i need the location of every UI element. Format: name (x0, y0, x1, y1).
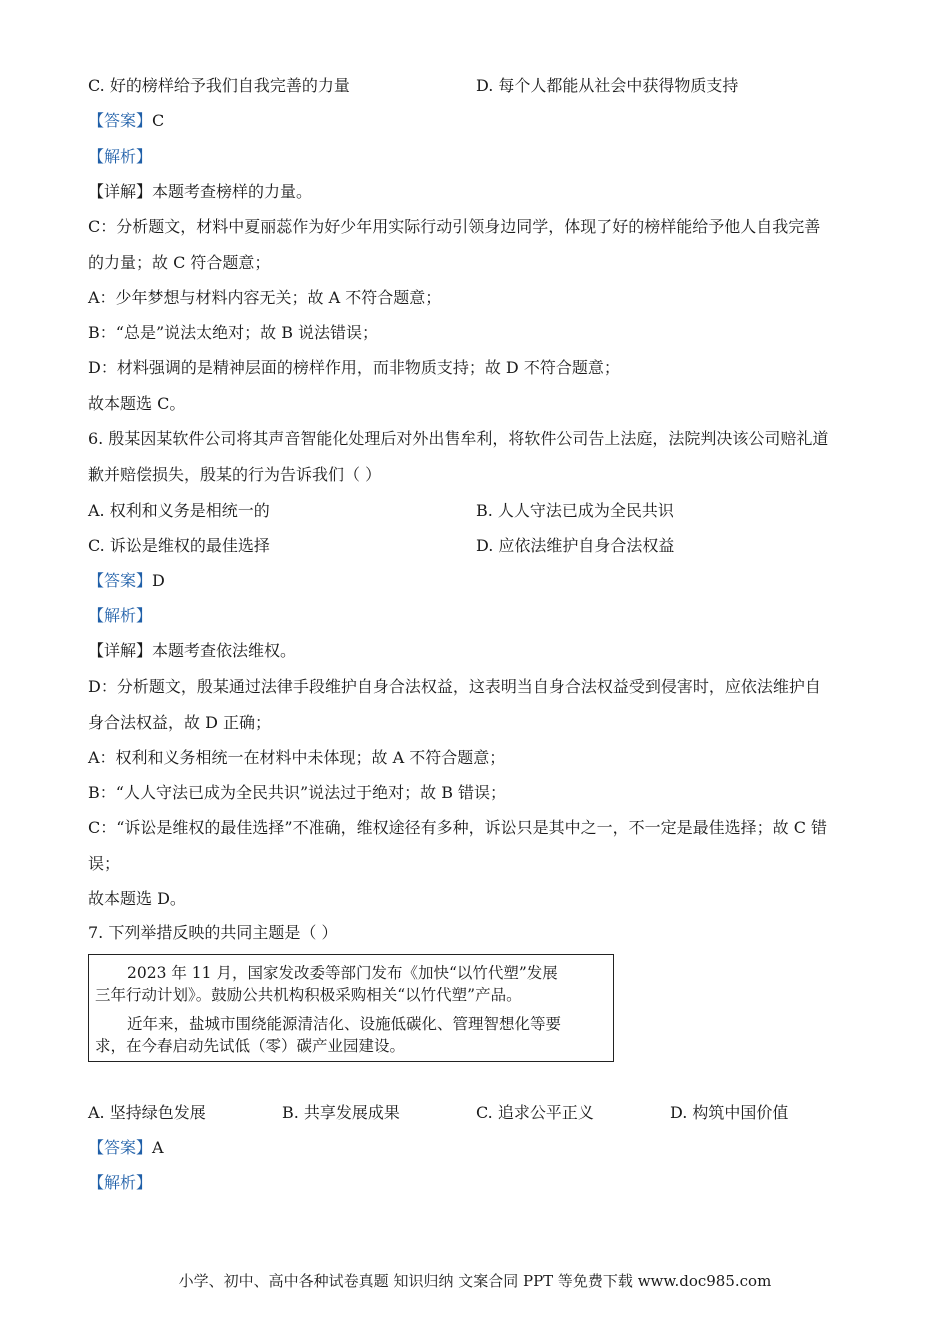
q6-option-c: C. 诉讼是维权的最佳选择 (88, 536, 270, 555)
q7-material-p2-line1: 近年来，盐城市围绕能源清洁化、设施低碳化、管理智想化等要 (127, 1015, 562, 1033)
q5-answer (88, 111, 164, 131)
q7-stem: 7. 下列举措反映的共同主题是（ ） (88, 923, 338, 942)
q5-explanation-d: D：材料强调的是精神层面的榜样作用，而非物质支持；故 D 不符合题意； (88, 358, 620, 377)
q7-option-b: B. 共享发展成果 (282, 1103, 400, 1122)
q7-option-a: A. 坚持绿色发展 (88, 1103, 206, 1122)
q6-explanation-d-2: 身合法权益，故 D 正确； (88, 713, 272, 732)
q6-option-a: A. 权利和义务是相统一的 (88, 501, 270, 520)
q7-material-box (88, 954, 614, 1062)
q7-material-p1-line1: 2023 年 11 月，国家发改委等部门发布《加快“以竹代塑”发展 (127, 964, 558, 982)
q6-explanation-a: A：权利和义务相统一在材料中未体现；故 A 不符合题意； (88, 748, 506, 767)
q7-option-d: D. 构筑中国价值 (670, 1103, 789, 1122)
q5-explanation-c-1: C：分析题文，材料中夏丽蕊作为好少年用实际行动引领身边同学，体现了好的榜样能给予他人自我完善 (88, 217, 821, 236)
answer-tag: 【答案】 (88, 111, 153, 130)
q6-conclusion: 故本题选 D。 (88, 889, 186, 908)
q7-material-p2-line2: 求，在今春启动先试低（零）碳产业园建设。 (95, 1037, 406, 1055)
q6-option-b: B. 人人守法已成为全民共识 (476, 501, 674, 520)
q6-explanation-c-1: C：“诉讼是维权的最佳选择”不准确，维权途径有多种，诉讼只是其中之一，不一定是最佳选择；故 C 错 (88, 818, 828, 837)
q7-material-p1-line2: 三年行动计划》。鼓励公共机构积极采购相关“以竹代塑”产品。 (95, 986, 522, 1004)
q5-option-c: C. 好的榜样给予我们自我完善的力量 (88, 76, 350, 95)
q6-explanation-d-1: D：分析题文，殷某通过法律手段维护自身合法权益，这表明当自身合法权益受到侵害时，应依法维护自 (88, 677, 821, 696)
q5-explanation-b: B：“总是”说法太绝对；故 B 说法错误； (88, 323, 379, 342)
q5-conclusion: 故本题选 C。 (88, 394, 186, 413)
q7-option-c: C. 追求公平正义 (476, 1103, 594, 1122)
q5-analysis-tag: 【解析】 (88, 147, 153, 166)
q6-explanation-b: B：“人人守法已成为全民共识”说法过于绝对；故 B 错误； (88, 783, 507, 802)
q5-explanation-c-2: 的力量；故 C 符合题意； (88, 253, 271, 272)
q6-detail: 【详解】本题考查依法维权。 (88, 641, 297, 660)
q5-detail: 【详解】本题考查榜样的力量。 (88, 182, 313, 201)
q6-analysis-tag: 【解析】 (88, 606, 153, 625)
q6-stem-1: 6. 殷某因某软件公司将其声音智能化处理后对外出售牟利，将软件公司告上法庭，法院判决该公司赔礼道 (88, 429, 829, 448)
q6-option-d: D. 应依法维护自身合法权益 (476, 536, 675, 555)
q6-explanation-c-2: 误； (88, 854, 121, 873)
q5-explanation-a: A：少年梦想与材料内容无关；故 A 不符合题意； (88, 288, 442, 307)
q6-stem-2: 歉并赔偿损失，殷某的行为告诉我们（ ） (88, 465, 382, 484)
q7-analysis-tag: 【解析】 (88, 1173, 153, 1192)
page-footer: 小学、初中、高中各种试卷真题 知识归纳 文案合同 PPT 等免费下载 www.doc985.com (178, 1272, 772, 1290)
answer-value: C (152, 111, 165, 130)
q7-answer: 【答案】A (88, 1138, 164, 1157)
q6-answer: 【答案】D (88, 571, 165, 590)
q5-option-d: D. 每个人都能从社会中获得物质支持 (476, 76, 739, 95)
